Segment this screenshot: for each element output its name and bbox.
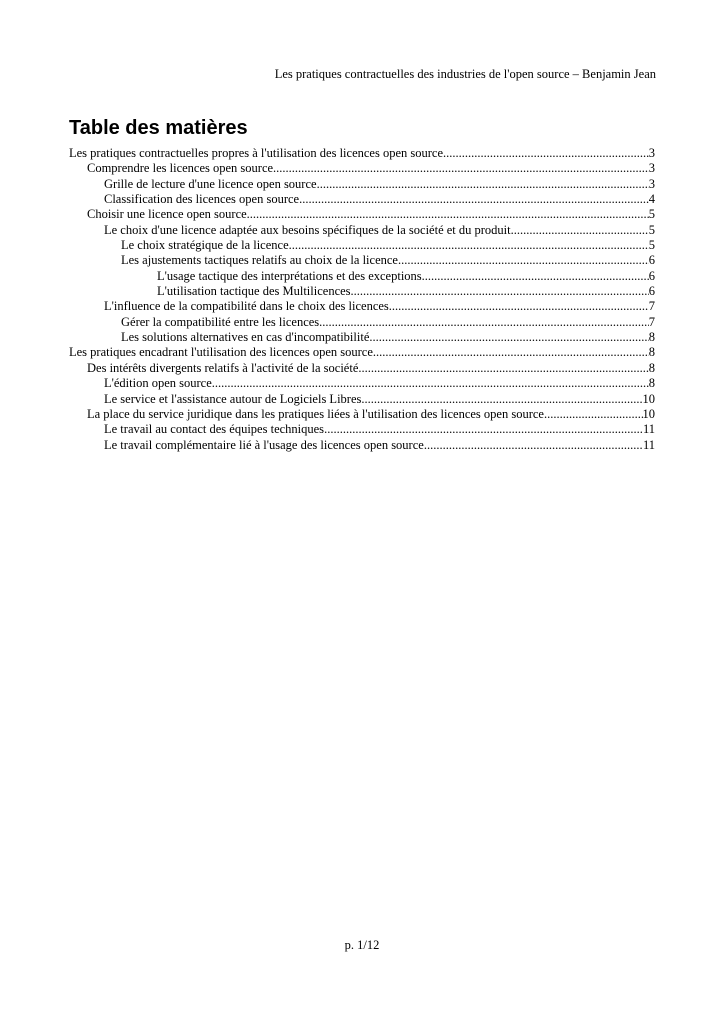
toc-entry[interactable] bbox=[69, 392, 655, 407]
toc-entry-page: 10 bbox=[642, 391, 655, 406]
toc-entry-page: 3 bbox=[648, 146, 655, 160]
toc-entry-label: Le choix d'une licence adaptée aux besoins spécifiques de la société et du produit bbox=[104, 222, 511, 237]
toc-entry-page: 8 bbox=[648, 330, 655, 345]
toc-dot-leader bbox=[424, 438, 643, 453]
toc-entry[interactable] bbox=[69, 207, 655, 222]
toc-dot-leader bbox=[319, 315, 649, 330]
toc-entry-page: 6 bbox=[648, 253, 655, 268]
toc-entry-page: 6 bbox=[648, 268, 655, 283]
toc-entry[interactable] bbox=[69, 422, 655, 437]
toc-entry-label: Classification des licences open source bbox=[104, 192, 300, 207]
running-header: Les pratiques contractuelles des industries de l'open source – Benjamin Jean bbox=[274, 67, 656, 81]
toc-entry[interactable] bbox=[69, 330, 655, 345]
toc-entry[interactable] bbox=[69, 253, 655, 268]
toc-entry-label: L'usage tactique des interprétations et des exceptions bbox=[157, 268, 422, 283]
toc-entry-label: Comprendre les licences open source bbox=[87, 161, 274, 176]
toc-entry-label: L'utilisation tactique des Multilicences bbox=[157, 284, 351, 299]
toc-entry-page: 7 bbox=[648, 299, 655, 314]
toc-entry-label: L'édition open source bbox=[104, 376, 212, 391]
toc-entry-label: Les pratiques encadrant l'utilisation des licences open source bbox=[69, 345, 373, 360]
toc-entry-page: 11 bbox=[642, 422, 655, 437]
toc-dot-leader bbox=[299, 192, 649, 207]
toc-entry-label: Des intérêts divergents relatifs à l'activité de la société bbox=[87, 360, 359, 375]
toc-entry[interactable] bbox=[69, 315, 655, 330]
toc-entry-page: 5 bbox=[648, 238, 655, 253]
toc-entry-page: 3 bbox=[648, 161, 655, 176]
toc-dot-leader bbox=[422, 269, 649, 284]
toc-dot-leader bbox=[369, 330, 648, 345]
toc-entry[interactable] bbox=[69, 284, 655, 299]
toc-entry[interactable] bbox=[69, 376, 655, 391]
toc-dot-leader bbox=[289, 238, 649, 253]
toc-entry[interactable] bbox=[69, 361, 655, 376]
toc-entry-page: 11 bbox=[642, 437, 655, 452]
toc-entry-label: Les solutions alternatives en cas d'incompatibilité bbox=[121, 330, 370, 345]
toc-entry[interactable] bbox=[69, 177, 655, 192]
toc-entry-label: Le choix stratégique de la licence bbox=[121, 238, 289, 253]
toc-entry-page: 7 bbox=[648, 314, 655, 329]
toc-entry-page: 3 bbox=[648, 176, 655, 191]
toc-entry[interactable] bbox=[69, 146, 655, 161]
toc-entry-label: Les ajustements tactiques relatifs au choix de la licence bbox=[121, 253, 398, 268]
toc-entry-page: 8 bbox=[648, 376, 655, 391]
toc-entry[interactable] bbox=[69, 161, 655, 176]
toc-entry-page: 10 bbox=[642, 406, 655, 421]
toc-dot-leader bbox=[324, 422, 643, 437]
toc-dot-leader bbox=[361, 392, 642, 407]
toc-dot-leader bbox=[358, 361, 648, 376]
toc-entry-page: 8 bbox=[648, 360, 655, 375]
toc-entry-label: La place du service juridique dans les pratiques liées à l'utilisation des licences open source bbox=[87, 406, 544, 421]
toc-dot-leader bbox=[247, 207, 649, 222]
toc-entry-label: L'influence de la compatibilité dans le choix des licences bbox=[104, 299, 389, 314]
page-number: p. 1/12 bbox=[344, 938, 380, 952]
toc-entry-label: Choisir une licence open source bbox=[87, 207, 247, 222]
toc-entry-label: Le travail au contact des équipes techniques bbox=[104, 422, 325, 437]
toc-dot-leader bbox=[317, 177, 649, 192]
toc-entry-label: Le travail complémentaire lié à l'usage des licences open source bbox=[104, 437, 424, 452]
toc-dot-leader bbox=[273, 161, 649, 176]
toc-entry[interactable] bbox=[69, 299, 655, 314]
toc-entry-label: Les pratiques contractuelles propres à l'utilisation des licences open source bbox=[69, 146, 443, 160]
toc-entry-label: Le service et l'assistance autour de Logiciels Libres bbox=[104, 391, 362, 406]
toc-entry-page: 8 bbox=[648, 345, 655, 360]
toc-entry-page: 5 bbox=[648, 207, 655, 222]
toc-dot-leader bbox=[212, 376, 649, 391]
table-of-contents bbox=[69, 146, 655, 453]
toc-dot-leader bbox=[443, 146, 649, 161]
toc-entry[interactable] bbox=[69, 269, 655, 284]
toc-entry[interactable] bbox=[69, 192, 655, 207]
toc-entry-label: Gérer la compatibilité entre les licences bbox=[121, 314, 320, 329]
toc-dot-leader bbox=[398, 253, 649, 268]
toc-entry[interactable] bbox=[69, 407, 655, 422]
toc-entry[interactable] bbox=[69, 345, 655, 360]
toc-entry[interactable] bbox=[69, 238, 655, 253]
toc-entry-label: Grille de lecture d'une licence open source bbox=[104, 176, 317, 191]
toc-entry[interactable] bbox=[69, 223, 655, 238]
toc-dot-leader bbox=[389, 299, 649, 314]
toc-title: Table des matières bbox=[69, 117, 248, 139]
toc-entry-page: 5 bbox=[648, 222, 655, 237]
toc-dot-leader bbox=[373, 345, 649, 360]
toc-entry-page: 4 bbox=[648, 192, 655, 207]
toc-dot-leader bbox=[544, 407, 643, 422]
toc-entry[interactable] bbox=[69, 438, 655, 453]
toc-dot-leader bbox=[511, 223, 649, 238]
toc-dot-leader bbox=[351, 284, 649, 299]
toc-entry-page: 6 bbox=[648, 284, 655, 299]
